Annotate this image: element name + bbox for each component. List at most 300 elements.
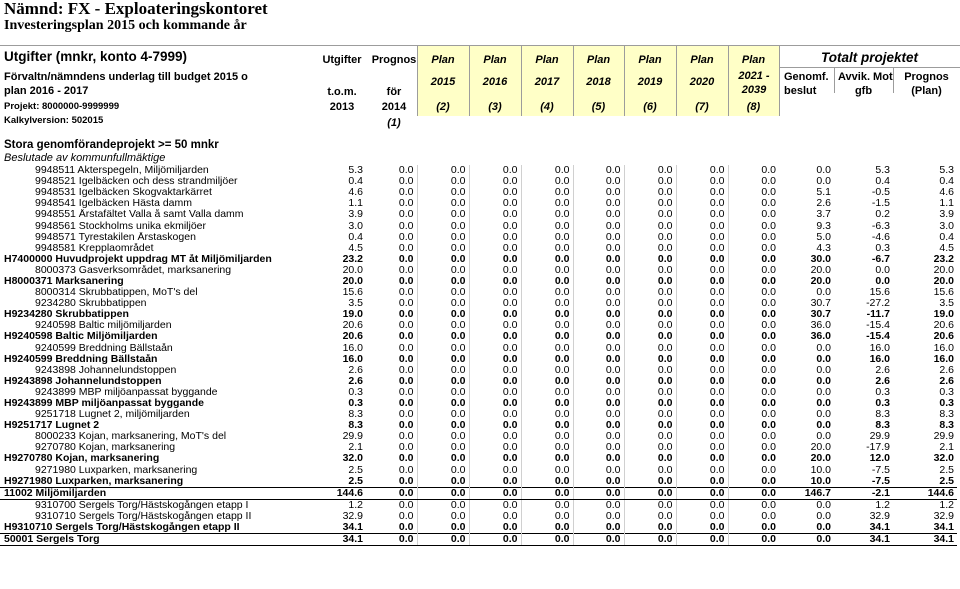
row-value: 0.0 [521, 298, 573, 309]
table-row [0, 176, 957, 187]
row-value: 0.0 [624, 365, 676, 376]
plan-header: Plan [535, 54, 559, 66]
row-value: 0.0 [398, 397, 414, 410]
row-value: 0.0 [417, 465, 469, 476]
row-value: -7.5 [871, 464, 890, 476]
row-value: 0.0 [398, 386, 414, 398]
row-value: 0.0 [469, 465, 521, 476]
row-value: 0.0 [624, 409, 676, 420]
row-value: 3.5 [348, 298, 363, 310]
row-value: 0.0 [676, 209, 728, 220]
row-value: 0.0 [728, 220, 779, 231]
row-value: 0.0 [521, 176, 573, 187]
row-value: 0.0 [469, 232, 521, 243]
row-value: 0.0 [573, 522, 624, 534]
row-value: 0.0 [728, 420, 779, 431]
row-value: 0.0 [398, 309, 414, 321]
prognos-header: för [386, 86, 402, 98]
row-value: 0.0 [676, 343, 728, 354]
row-value: 0.0 [469, 209, 521, 220]
row-value: 3.9 [939, 209, 954, 221]
row-value: 30.7 [810, 298, 831, 310]
row-label: 9948521 Igelbäcken och dess strandmiljöer [35, 176, 238, 188]
row-value: 0.0 [728, 354, 779, 365]
row-value: 0.0 [676, 453, 728, 464]
row-value: 0.3 [875, 386, 890, 398]
row-value: -7.5 [871, 475, 890, 487]
row-value: 0.0 [624, 453, 676, 464]
row-value: 20.6 [933, 320, 954, 332]
projekt-range: Projekt: 8000000-9999999 [4, 101, 120, 112]
row-value: 0.0 [624, 522, 676, 534]
row-label: 9948581 Krepplaområdet [35, 242, 154, 254]
plan-year: 2021 - 2039 [738, 70, 770, 96]
row-value: 0.0 [573, 420, 624, 431]
row-value: 1.2 [939, 499, 954, 511]
row-value: 0.0 [676, 499, 728, 511]
row-value: 0.0 [728, 176, 779, 187]
row-value: 0.0 [521, 165, 573, 176]
row-value: 0.0 [417, 376, 469, 387]
row-value: 0.0 [816, 420, 831, 432]
row-value: 0.0 [728, 476, 779, 488]
row-value: 0.0 [521, 365, 573, 376]
row-value: 0.0 [816, 510, 831, 522]
row-value: -0.5 [871, 187, 890, 199]
row-value: 0.0 [417, 365, 469, 376]
row-value: 0.0 [624, 442, 676, 453]
genomf-header: Genomf. [784, 71, 829, 83]
row-value: 0.0 [521, 220, 573, 231]
row-value: 0.0 [398, 364, 414, 376]
row-value: 0.0 [728, 487, 779, 499]
table-header [0, 45, 960, 139]
row-value: 0.0 [624, 487, 676, 499]
row-value: 2.6 [875, 375, 890, 387]
row-value: 0.0 [521, 287, 573, 298]
plan-header: Plan [690, 54, 714, 66]
page-subtitle: Investeringsplan 2015 och kommande år [4, 18, 247, 33]
row-value: 0.0 [728, 276, 779, 287]
row-value: 0.0 [469, 387, 521, 398]
row-value: 0.0 [728, 209, 779, 220]
row-value: 0.0 [624, 343, 676, 354]
row-value: 0.0 [417, 198, 469, 209]
row-value: 0.0 [521, 499, 573, 511]
row-value: 0.0 [728, 343, 779, 354]
row-value: 15.6 [342, 287, 363, 299]
plan-index: (5) [591, 101, 606, 113]
row-value: -15.4 [866, 320, 890, 332]
row-value: 0.3 [939, 386, 954, 398]
row-value: 34.1 [834, 534, 893, 546]
avvik-header: gfb [854, 85, 873, 97]
plan-header: Plan [638, 54, 662, 66]
row-value: 0.0 [676, 320, 728, 331]
row-value: 0.0 [469, 276, 521, 287]
row-value: 0.0 [573, 176, 624, 187]
row-value: 0.0 [573, 398, 624, 409]
row-value: 0.0 [469, 398, 521, 409]
row-value: 0.0 [816, 364, 831, 376]
row-value: -11.7 [866, 309, 890, 321]
row-value: 2.5 [939, 475, 954, 487]
row-value: 0.3 [875, 397, 890, 410]
row-value: 0.0 [417, 276, 469, 287]
row-value: 20.6 [933, 331, 954, 343]
row-value: 5.3 [875, 165, 890, 177]
row-label: 9240598 Baltic miljömiljarden [35, 320, 172, 332]
row-value: 0.0 [573, 265, 624, 276]
row-value: 0.0 [816, 165, 831, 177]
row-value: 3.0 [348, 220, 363, 232]
row-value: 0.0 [573, 254, 624, 265]
row-value: 0.0 [573, 453, 624, 464]
row-value: 0.0 [469, 343, 521, 354]
row-value: 0.0 [676, 176, 728, 187]
row-value: 0.0 [573, 165, 624, 176]
row-value: 0.0 [624, 298, 676, 309]
row-value: 0.0 [676, 376, 728, 387]
row-value: 0.0 [469, 220, 521, 231]
row-value: 0.0 [398, 353, 414, 365]
row-value: 0.0 [469, 522, 521, 534]
row-value: 0.0 [728, 365, 779, 376]
row-value: 0.0 [816, 431, 831, 443]
row-value: 23.2 [933, 253, 954, 265]
row-value: 1.2 [875, 499, 890, 511]
row-value: 0.0 [728, 387, 779, 398]
row-label: 50001 Sergels Torg [0, 534, 314, 546]
row-value: 0.0 [728, 499, 779, 511]
row-value: 0.0 [417, 309, 469, 320]
row-value: 0.0 [398, 253, 414, 265]
kalkylversion: Kalkylversion: 502015 [4, 115, 104, 126]
row-value: 5.3 [939, 165, 954, 177]
row-value: 0.0 [469, 431, 521, 442]
row-value: 0.0 [573, 220, 624, 231]
row-value: 5.0 [816, 231, 831, 243]
total-row [0, 534, 957, 546]
table-row [0, 198, 957, 209]
row-value: 5.1 [816, 187, 831, 199]
row-value: 20.0 [933, 275, 954, 287]
row-value: 0.0 [417, 420, 469, 431]
row-value: 0.0 [417, 232, 469, 243]
row-value: 0.0 [521, 453, 573, 464]
row-value: 0.0 [676, 298, 728, 309]
row-value: 0.0 [398, 522, 414, 534]
row-value: 32.0 [933, 453, 954, 465]
row-value: 0.0 [624, 465, 676, 476]
row-value: 0.0 [728, 442, 779, 453]
row-value: 0.3 [348, 386, 363, 398]
row-value: 10.0 [810, 464, 831, 476]
row-value: 0.0 [521, 409, 573, 420]
row-value: 0.0 [469, 534, 521, 546]
row-value: 0.0 [624, 420, 676, 431]
row-value: 0.0 [816, 287, 831, 299]
row-value: 0.0 [521, 487, 573, 499]
row-value: 0.0 [573, 287, 624, 298]
row-value: 0.0 [728, 409, 779, 420]
table-row [0, 431, 957, 442]
row-value: 16.0 [342, 353, 363, 365]
prognos-plan-header: Prognos [904, 71, 949, 83]
row-value: 16.0 [869, 342, 890, 354]
row-value: 0.0 [398, 464, 414, 476]
plan-header: Plan [741, 54, 766, 66]
row-value: 8.3 [875, 409, 890, 421]
row-value: 0.0 [398, 409, 414, 421]
row-value: 20.0 [810, 453, 831, 465]
row-value: 0.0 [728, 331, 779, 342]
row-value: 0.0 [521, 209, 573, 220]
row-value: 0.0 [816, 409, 831, 421]
row-value: 0.0 [728, 453, 779, 464]
row-value: 2.5 [348, 475, 363, 487]
row-value: 8.3 [348, 409, 363, 421]
row-value: 4.5 [348, 242, 363, 254]
totalt-underline [779, 67, 960, 68]
row-value: 20.0 [810, 264, 831, 276]
row-value: 2.5 [939, 464, 954, 476]
row-label: H9240599 Breddning Bällstaån [4, 353, 158, 365]
section-header [0, 139, 960, 164]
row-value: 0.0 [469, 511, 521, 522]
row-value: 0.0 [398, 298, 414, 310]
row-value: 0.0 [469, 187, 521, 198]
row-value: -27.2 [866, 298, 890, 310]
row-value: 0.0 [398, 287, 414, 299]
row-value: 0.0 [676, 232, 728, 243]
row-value: 0.3 [875, 242, 890, 254]
row-value: 0.0 [573, 343, 624, 354]
row-value: 4.6 [939, 187, 954, 199]
row-value: 0.0 [469, 254, 521, 265]
row-value: 0.0 [469, 354, 521, 365]
row-value: 0.0 [624, 287, 676, 298]
row-label: 9310700 Sergels Torg/Hästskogången etapp I [35, 499, 249, 511]
row-value: 34.1 [314, 534, 366, 546]
row-value: 5.3 [348, 165, 363, 177]
subtotal-row [0, 420, 957, 431]
row-value: 0.0 [676, 243, 728, 254]
row-value: 0.0 [469, 453, 521, 464]
row-value: 0.0 [676, 187, 728, 198]
row-value: 0.0 [728, 320, 779, 331]
row-value: 0.0 [875, 275, 890, 287]
row-value: 0.0 [624, 265, 676, 276]
row-value: 0.0 [573, 499, 624, 511]
row-value: 0.0 [398, 165, 414, 177]
row-value: 0.0 [624, 431, 676, 442]
row-value: 0.0 [521, 442, 573, 453]
row-value: 16.0 [933, 342, 954, 354]
row-value: 0.0 [676, 487, 728, 499]
plan-index: (6) [643, 101, 657, 113]
row-value: 0.0 [573, 476, 624, 488]
row-value: 2.1 [939, 442, 954, 454]
row-value: 0.0 [676, 198, 728, 209]
row-value: 0.0 [728, 465, 779, 476]
row-value: 34.1 [342, 522, 363, 534]
subtotal-row [0, 398, 957, 409]
row-value: 0.0 [676, 442, 728, 453]
row-value: 0.0 [521, 243, 573, 254]
row-value: 0.0 [521, 331, 573, 342]
row-value: 0.0 [469, 331, 521, 342]
row-value: 0.0 [398, 431, 414, 443]
row-value: 0.0 [398, 187, 414, 199]
row-value: 20.6 [342, 320, 363, 332]
table-row [0, 265, 957, 276]
row-value: 0.0 [521, 420, 573, 431]
row-value: 0.0 [816, 499, 831, 511]
section-subtitle: Beslutade av kommunfullmäktige [4, 152, 166, 164]
table-row [0, 165, 957, 176]
table-row [0, 220, 957, 231]
row-value: 0.0 [398, 499, 414, 511]
table-row [0, 287, 957, 298]
row-value: 0.0 [676, 354, 728, 365]
row-value: 0.0 [816, 342, 831, 354]
row-value: 0.0 [816, 176, 831, 188]
row-value: 0.0 [398, 320, 414, 332]
row-value: 0.0 [417, 287, 469, 298]
row-label: H9271980 Luxparken, marksanering [4, 475, 184, 487]
row-value: 0.0 [624, 354, 676, 365]
row-value: 0.0 [417, 453, 469, 464]
plan-index: (3) [488, 101, 502, 113]
row-value: 146.7 [779, 487, 834, 499]
row-value: 8.3 [348, 420, 363, 432]
row-value: 0.0 [728, 232, 779, 243]
row-value: 0.0 [521, 309, 573, 320]
row-value: 0.0 [521, 354, 573, 365]
row-value: 0.0 [417, 387, 469, 398]
row-value: 0.0 [624, 476, 676, 488]
row-value: 0.0 [521, 431, 573, 442]
row-value: 0.0 [728, 243, 779, 254]
prognos-header: Prognos [371, 54, 417, 66]
row-value: 0.0 [728, 298, 779, 309]
row-value: 0.4 [939, 176, 954, 188]
row-value: 2.6 [348, 364, 363, 376]
row-value: 0.0 [521, 476, 573, 488]
row-value: 0.0 [366, 534, 417, 546]
row-value: 0.0 [728, 376, 779, 387]
row-value: 0.0 [417, 265, 469, 276]
plan-year: 2015 [430, 76, 456, 88]
row-value: 0.0 [624, 387, 676, 398]
row-value: 0.0 [417, 343, 469, 354]
row-value: 1.1 [939, 198, 954, 210]
row-value: 0.0 [417, 298, 469, 309]
subtotal-row [0, 309, 957, 320]
row-value: 0.0 [573, 276, 624, 287]
total-row [0, 487, 957, 499]
row-value: 19.0 [933, 309, 954, 321]
row-value: 0.0 [728, 165, 779, 176]
row-label: 9948531 Igelbäcken Skogvaktarkärret [35, 187, 212, 199]
row-value: 0.0 [573, 409, 624, 420]
row-value: 0.0 [521, 254, 573, 265]
row-label: 9948541 Igelbäcken Hästa damm [35, 198, 193, 210]
subtotal-row [0, 331, 957, 342]
row-label: H9270780 Kojan, marksanering [4, 453, 160, 465]
row-value: 0.0 [676, 265, 728, 276]
row-value: -6.3 [871, 220, 890, 232]
row-value: 29.9 [342, 431, 363, 443]
row-value: 0.0 [624, 232, 676, 243]
row-value: 0.0 [417, 220, 469, 231]
prognos-header: (1) [387, 117, 401, 129]
table-row [0, 409, 957, 420]
row-value: 0.0 [624, 376, 676, 387]
row-value: 0.0 [573, 442, 624, 453]
utgifter-header: Utgifter [322, 54, 362, 66]
row-value: 0.0 [417, 499, 469, 511]
subtotal-row [0, 522, 957, 534]
table-row [0, 365, 957, 376]
row-label: 9251718 Lugnet 2, miljömiljarden [35, 409, 190, 421]
row-value: 16.0 [342, 342, 363, 354]
row-value: 0.0 [521, 198, 573, 209]
row-value: 0.0 [728, 511, 779, 522]
subtotal-row [0, 453, 957, 464]
header-top-rule [0, 45, 960, 46]
plan-year: 2017 [534, 76, 560, 88]
row-value: 0.0 [728, 187, 779, 198]
row-label: H9251717 Lugnet 2 [4, 420, 100, 432]
row-label: 9948511 Akterspegeln, Miljömiljarden [35, 165, 209, 177]
row-value: 0.0 [573, 431, 624, 442]
row-value: 0.0 [398, 475, 414, 487]
row-value: 0.0 [521, 343, 573, 354]
row-value: 0.0 [417, 476, 469, 488]
row-label: 8000233 Kojan, marksanering, MoT's del [35, 431, 227, 443]
row-value: 0.0 [417, 511, 469, 522]
row-label: 9243898 Johannelundstoppen [35, 364, 177, 376]
row-value: 16.0 [869, 353, 890, 365]
row-value: 0.0 [728, 431, 779, 442]
row-value: 0.0 [398, 209, 414, 221]
row-label: 9310710 Sergels Torg/Hästskogången etapp II [35, 510, 252, 522]
row-value: 3.5 [939, 298, 954, 310]
row-value: 0.0 [676, 522, 728, 534]
row-value: 0.0 [469, 309, 521, 320]
row-label: 9948571 Tyrestakilen Årstaskogen [35, 231, 196, 243]
prognos-header: 2014 [381, 101, 407, 113]
row-value: 0.0 [398, 198, 414, 210]
row-value: 0.0 [417, 165, 469, 176]
row-value: 4.5 [939, 242, 954, 254]
table-row [0, 343, 957, 354]
row-value: 0.0 [624, 511, 676, 522]
row-value: 0.0 [417, 187, 469, 198]
row-value: 2.1 [348, 442, 363, 454]
row-value: 0.0 [676, 254, 728, 265]
table-row [0, 387, 957, 398]
row-value: 36.0 [810, 320, 831, 332]
table-row [0, 209, 957, 220]
row-label: 11002 Miljömiljarden [0, 487, 314, 499]
row-value: 0.0 [573, 209, 624, 220]
row-value: 0.0 [624, 176, 676, 187]
row-value: 0.0 [728, 522, 779, 534]
row-label: 9271980 Luxparken, marksanering [35, 464, 198, 476]
